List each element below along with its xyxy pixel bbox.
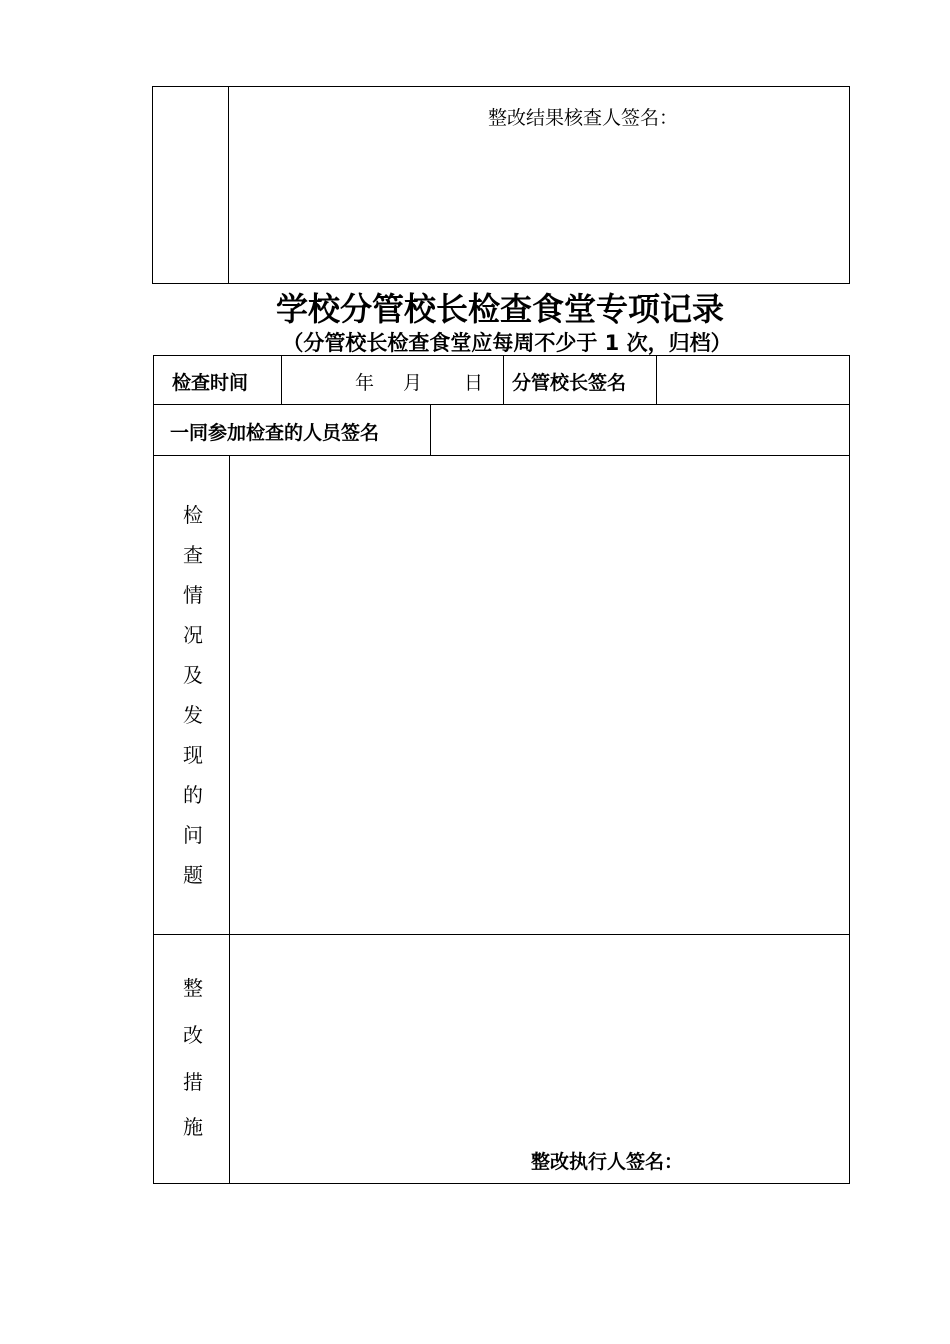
date-month: 月 <box>403 372 423 394</box>
date-year: 年 <box>355 372 375 394</box>
findings-char: 题 <box>183 863 203 887</box>
measures-char: 措 <box>183 1070 203 1094</box>
top-table-divider <box>228 86 229 284</box>
findings-char: 查 <box>183 543 203 567</box>
row1-divider-1 <box>281 355 282 405</box>
measures-char: 整 <box>183 976 203 1000</box>
measures-char: 施 <box>183 1115 203 1139</box>
verifier-signature-label: 整改结果核查人签名： <box>488 107 679 129</box>
findings-char: 现 <box>183 743 203 767</box>
page-title: 学校分管校长检查食堂专项记录 <box>275 290 724 328</box>
row1-divider-2 <box>503 355 504 405</box>
findings-char: 情 <box>183 583 203 607</box>
principal-signature-field[interactable] <box>657 356 849 404</box>
findings-char: 及 <box>183 663 203 687</box>
measures-content-field[interactable] <box>230 935 849 1183</box>
inspection-time-label: 检查时间 <box>172 372 249 394</box>
findings-char: 况 <box>183 623 203 647</box>
findings-content-field[interactable] <box>230 456 849 934</box>
date-day: 日 <box>464 372 484 394</box>
participants-signature-field[interactable] <box>431 405 849 455</box>
participants-label: 一同参加检查的人员签名 <box>170 422 380 444</box>
findings-char: 发 <box>183 703 203 727</box>
findings-char: 问 <box>183 823 203 847</box>
findings-char: 检 <box>183 503 203 527</box>
findings-char: 的 <box>183 783 203 807</box>
executor-signature-label: 整改执行人签名： <box>531 1151 684 1173</box>
page-subtitle: （分管校长检查食堂应每周不少于 1 次，归档） <box>282 331 732 355</box>
principal-signature-label: 分管校长签名 <box>512 372 627 394</box>
measures-char: 改 <box>183 1023 203 1047</box>
